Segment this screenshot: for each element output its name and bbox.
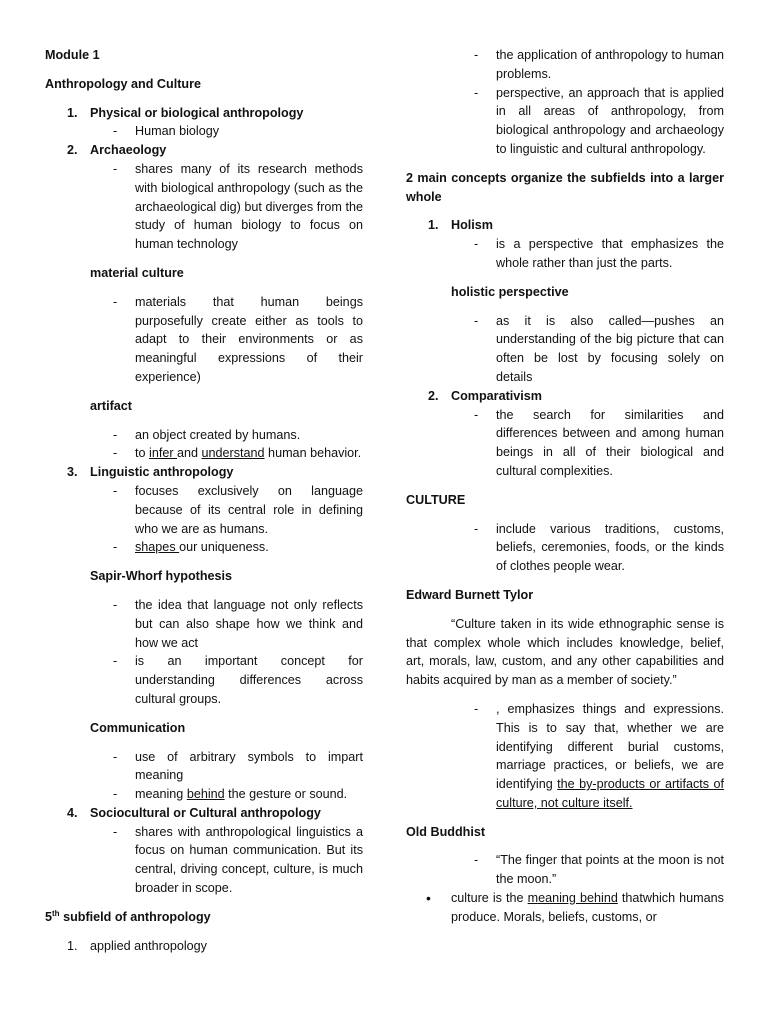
left-column	[45, 46, 363, 955]
item-title: Archaeology	[90, 143, 167, 158]
list-item-archaeology: 2. Archaeology	[67, 143, 167, 158]
item-title: Physical or biological anthropology	[90, 105, 304, 120]
item-title: Holism	[451, 218, 493, 233]
list-item: - the application of anthropology to human problems.	[474, 48, 724, 81]
list-item: - , emphasizes things and expressions. This is to say that, whether we are identifying different burial customs, marriage practices, or beliefs, we are identifying the by-products or artifacts of culture, not culture itself.	[474, 701, 724, 810]
subheading-sapir-whorf: Sapir-Whorf hypothesis	[90, 569, 233, 584]
list-item: - as it is also called—pushes an understanding of the big picture that can often be lost by focusing solely on details	[474, 313, 724, 384]
list-item: - shares with anthropological linguistics a focus on human communication. But its central, driving concept, culture, is much broader in scope.	[113, 824, 363, 896]
item-title: Sociocultural or Cultural anthropology	[90, 805, 321, 820]
list-item-comparativism: 2. Comparativism	[428, 388, 542, 403]
subheading-material-culture: material culture	[90, 265, 184, 280]
list-item: - shares many of its research methods with biological anthropology (such as the archaeological dig) but diverges from the study of human biology to focus on human technology	[113, 161, 363, 252]
list-item: - the search for similarities and differences between and among human beings in all of their biological and cultural complexities.	[474, 407, 724, 478]
list-item: - include various traditions, customs, beliefs, ceremonies, foods, or the kinds of clothes people wear.	[474, 521, 724, 574]
list-item: - to infer and understand human behavior.	[113, 446, 362, 461]
list-item-sociocultural: 4. Sociocultural or Cultural anthropology	[67, 805, 321, 820]
list-item: - an object created by humans.	[113, 427, 301, 442]
bullet-icon: •	[426, 890, 431, 907]
list-item: - “The finger that points at the moon is not the moon.”	[474, 853, 724, 887]
subheading-artifact: artifact	[90, 398, 132, 413]
list-item: - use of arbitrary symbols to impart meaning	[113, 749, 363, 783]
item-title: applied anthropology	[90, 938, 207, 953]
subheading-holistic-perspective: holistic perspective	[451, 284, 569, 299]
culture-heading: CULTURE	[406, 492, 466, 507]
tylor-quote: “Culture taken in its wide ethnographic sense is that complex whole which includes knowledge, belief, art, morals, law, custom, and any other capabilities and habits acquired by man as a member of society.”	[406, 616, 724, 688]
right-column	[406, 46, 724, 927]
list-item: - is a perspective that emphasizes the whole rather than just the parts.	[474, 237, 724, 270]
subheading-communication: Communication	[90, 720, 186, 735]
list-item-holism: 1. Holism	[428, 218, 493, 233]
list-item-physical: 1. Physical or biological anthropology	[67, 105, 304, 120]
tylor-heading: Edward Burnett Tylor	[406, 587, 534, 602]
list-item-applied: 1. applied anthropology	[67, 938, 207, 953]
bullet-item: • culture is the meaning behind thatwhich humans produce. Morals, beliefs, customs, or	[426, 890, 724, 924]
item-title: Comparativism	[451, 388, 542, 403]
list-item: - the idea that language not only reflects but can also shape how we think and how we act	[113, 597, 363, 650]
buddhist-heading: Old Buddhist	[406, 824, 486, 839]
list-item: - focuses exclusively on language because of its central role in defining who we are as humans.	[113, 483, 363, 536]
list-item: - materials that human beings purposefully create either as tools to adapt to their environments or as meaningful expressions of their experience)	[113, 294, 363, 384]
list-item: - meaning behind the gesture or sound.	[113, 787, 348, 802]
list-item: - Human biology	[113, 124, 220, 139]
section-title: Anthropology and Culture	[45, 76, 202, 91]
list-item-linguistic: 3. Linguistic anthropology	[67, 465, 234, 480]
item-title: Linguistic anthropology	[90, 465, 234, 480]
fifth-subfield-heading: 5th subfield of anthropology	[45, 908, 211, 924]
concepts-heading: 2 main concepts organize the subfields into a larger whole	[406, 170, 724, 204]
list-item: - shapes our uniqueness.	[113, 540, 269, 555]
module-title: Module 1	[45, 48, 100, 62]
list-item: - perspective, an approach that is applied in all areas of anthropology, from biological anthropology and archaeology to linguistic and cultural anthropology.	[474, 85, 724, 156]
list-item: - is an important concept for understanding differences across cultural groups.	[113, 654, 363, 706]
